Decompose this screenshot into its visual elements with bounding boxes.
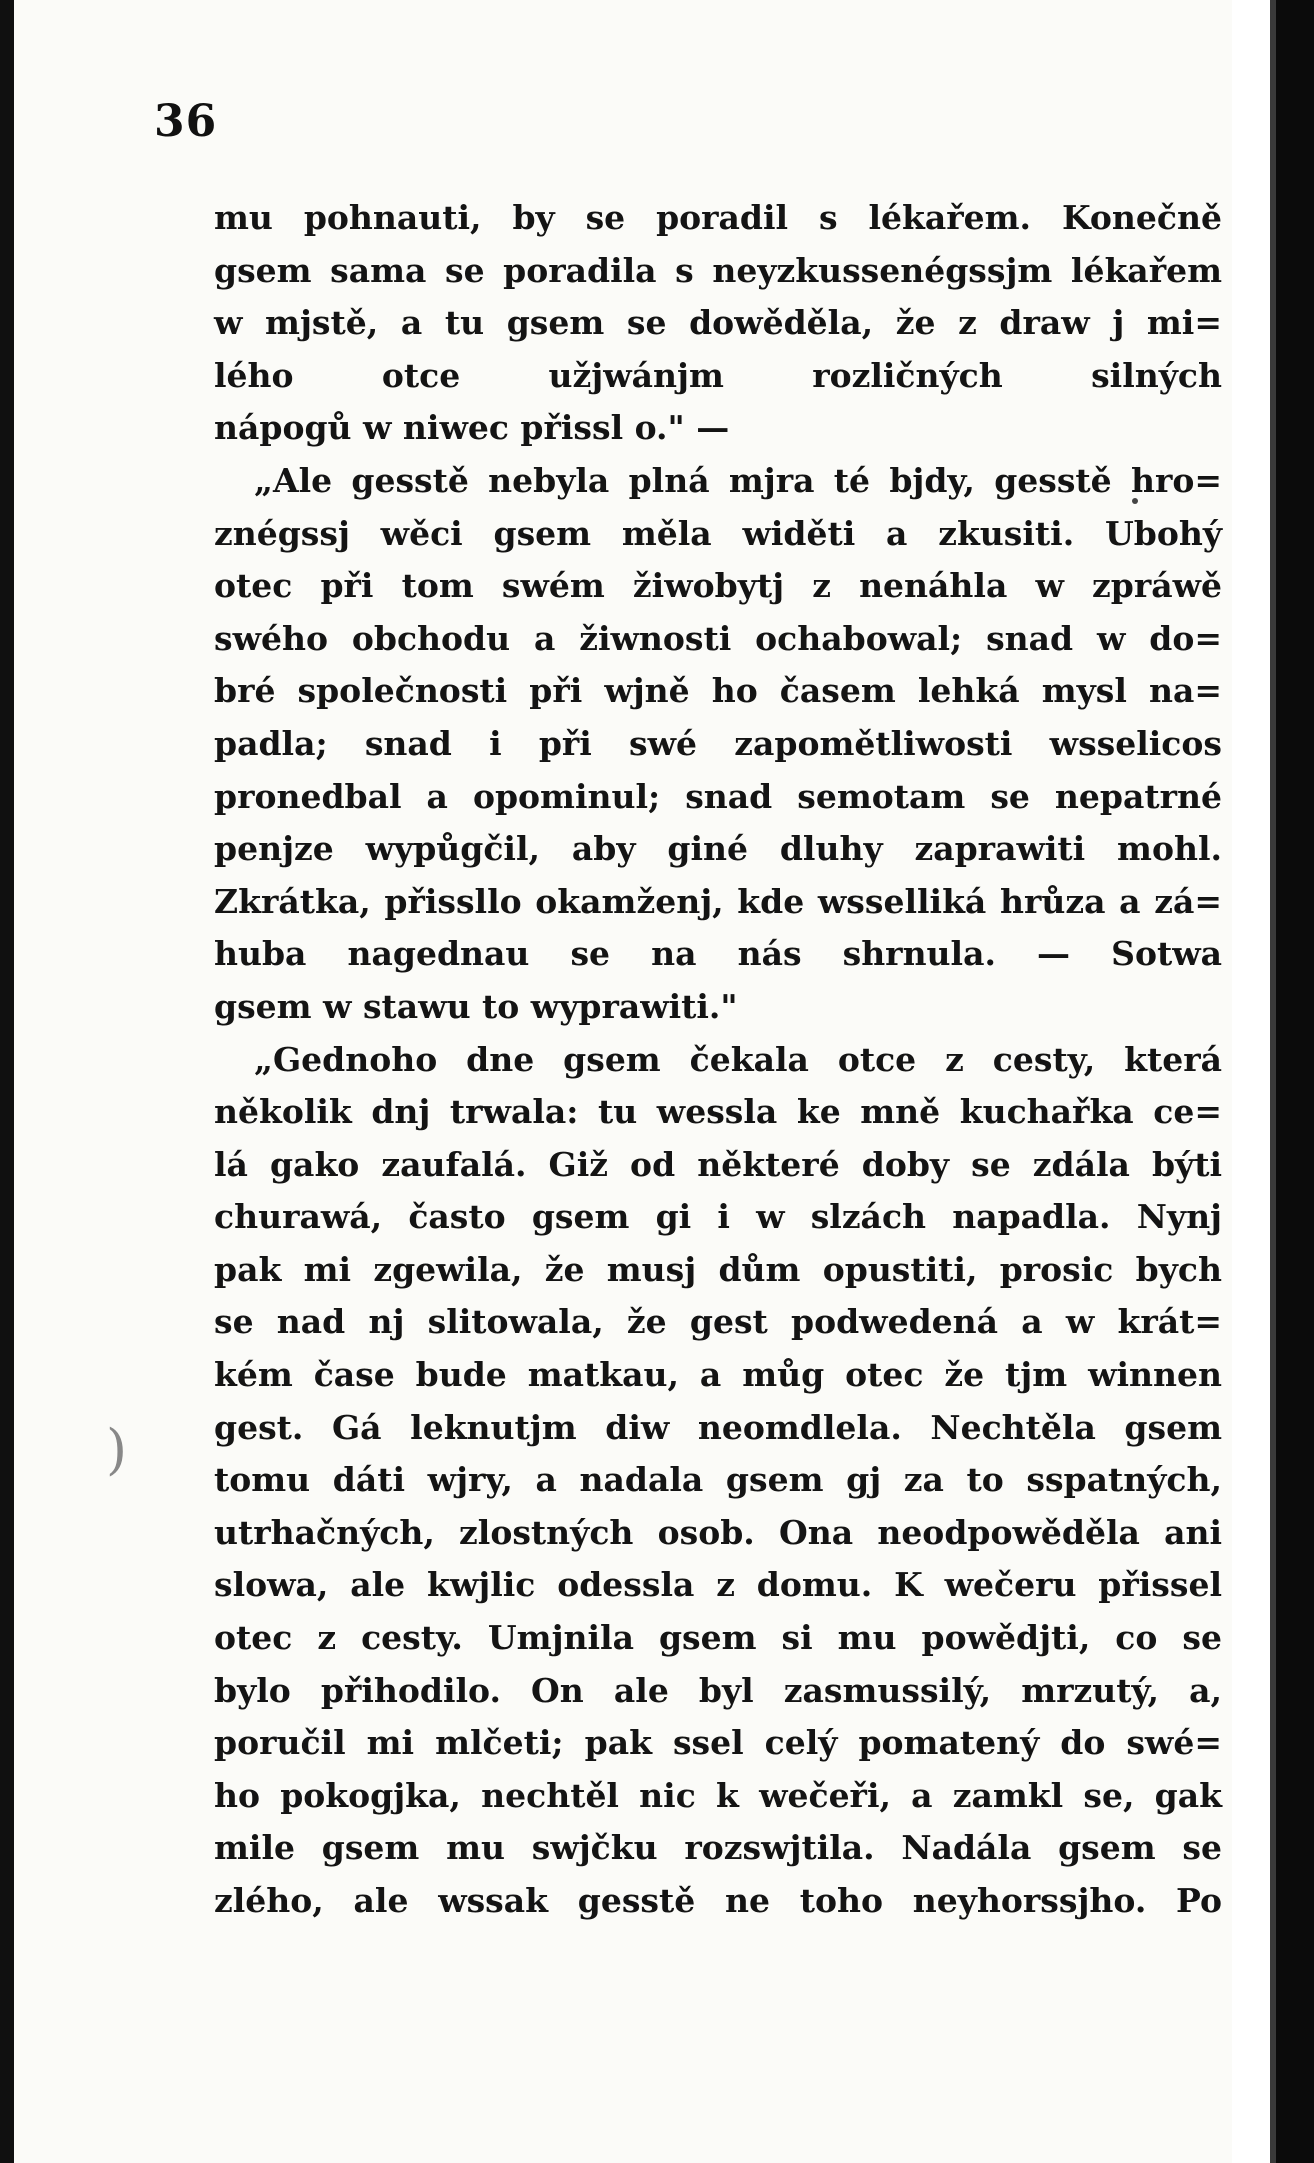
text-line: lého otce užjwánjm rozličných silných	[214, 355, 1222, 395]
text-line: ho pokogjka, nechtěl nic k wečeři, a zamkl se, gak	[214, 1775, 1222, 1815]
text-line: slowa, ale kwjlic odessla z domu. K wečeru přissel	[214, 1565, 1222, 1605]
text-line: swého obchodu a žiwnosti ochabowal; snad w do=	[214, 618, 1222, 658]
text-line: churawá, často gsem gi i w slzách napadla. Nynj	[214, 1197, 1222, 1237]
book-page	[14, 0, 1232, 2163]
scan-left-edge	[0, 0, 14, 2163]
text-line: otec při tom swém žiwobytj z nenáhla w zpráwě	[214, 566, 1222, 606]
text-line: mu pohnauti, by se poradil s lékařem. Konečně	[214, 198, 1222, 237]
text-line: poručil mi mlčeti; pak ssel celý pomatený do swé=	[214, 1723, 1222, 1763]
text-line: gsem w stawu to wyprawiti."	[214, 986, 738, 1026]
text-line: „Gednoho dne gsem čekala otce z cesty, která	[254, 1039, 1222, 1079]
text-line: bré společnosti při wjně ho časem lehká mysl na=	[214, 671, 1222, 711]
text-line: huba nagednau se na nás shrnula. — Sotwa	[214, 934, 1222, 974]
text-line: „Ale gesstě nebyla plná mjra té bjdy, gesstě hro=	[254, 460, 1222, 500]
text-line: nápogů w niwec přissl o." —	[214, 408, 730, 448]
text-line: kém čase bude matkau, a můg otec že tjm winnen	[214, 1355, 1222, 1395]
text-line: se nad nj slitowala, že gest podwedená a w krát=	[214, 1302, 1222, 1342]
body-text	[214, 192, 1222, 1928]
scan-right-edge	[1276, 0, 1314, 2163]
text-line: Zkrátka, přissllo okamženj, kde wsselliká hrůza a zá=	[214, 881, 1222, 921]
text-line: w mjstě, a tu gsem se dowěděla, že z draw j mi=	[214, 303, 1222, 343]
text-line: tomu dáti wjry, a nadala gsem gj za to sspatných,	[214, 1460, 1222, 1500]
text-line: zlého, ale wssak gesstě ne toho neyhorssjho. Po	[214, 1881, 1222, 1920]
text-line: pak mi zgewila, že musj dům opustiti, prosic bych	[214, 1249, 1222, 1289]
text-line: utrhačných, zlostných osob. Ona neodpowěděla ani	[214, 1512, 1222, 1552]
text-line: otec z cesty. Umjnila gsem si mu powědjti, co se	[214, 1618, 1222, 1658]
page-number: 36	[154, 96, 218, 147]
text-line: gest. Gá leknutjm diw neomdlela. Nechtěla gsem	[214, 1407, 1222, 1447]
text-line: znégssj wěci gsem měla widěti a zkusiti. Ubohý	[214, 513, 1222, 553]
margin-bracket-mark: )	[106, 1418, 128, 1481]
text-line: penjze wypůgčil, aby giné dluhy zaprawiti mohl.	[214, 829, 1222, 869]
text-line: lá gako zaufalá. Giž od některé doby se zdála býti	[214, 1144, 1222, 1184]
text-line: několik dnj trwala: tu wessla ke mně kuchařka ce=	[214, 1092, 1222, 1132]
text-line: padla; snad i při swé zapomětliwosti wsselicos	[214, 723, 1222, 763]
text-line: bylo přihodilo. On ale byl zasmussilý, mrzutý, a,	[214, 1670, 1222, 1710]
text-line: mile gsem mu swjčku rozswjtila. Nadála gsem se	[214, 1828, 1222, 1868]
text-line: pronedbal a opominul; snad semotam se nepatrné	[214, 776, 1222, 816]
text-line: gsem sama se poradila s neyzkussenégssjm lékařem	[214, 250, 1222, 290]
